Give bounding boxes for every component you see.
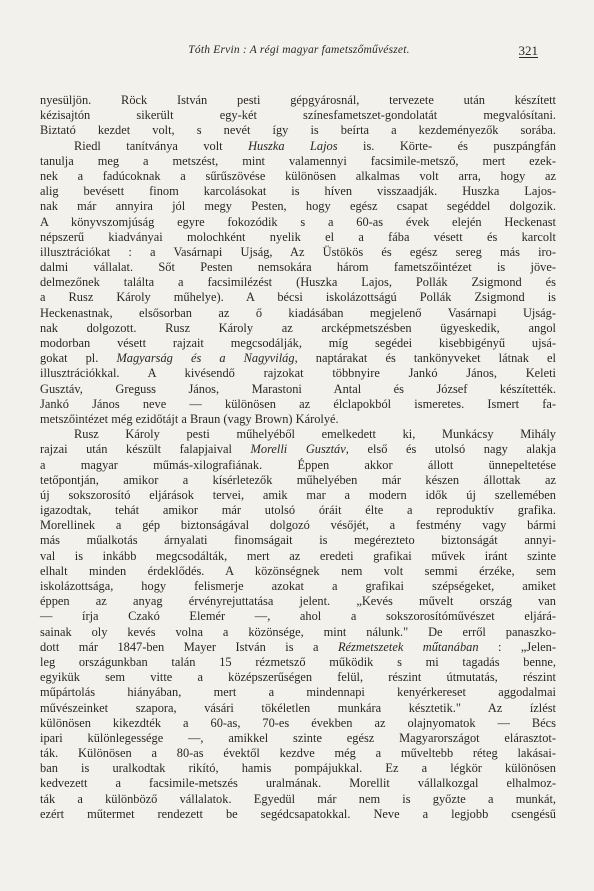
text-line — [40, 701, 556, 716]
text-run: más műalkotás árnyalati finomságait is megérezteto biztonságát annyi- — [40, 533, 556, 548]
text-line — [40, 716, 556, 731]
text-line — [40, 731, 556, 746]
text-run: modorban vésett rajzait megcsodálják, míg segédei kisebbigényű ujsá- — [40, 336, 556, 350]
text-line — [40, 670, 556, 685]
text-run: kedvezett a facsimile-metszés uralmának. Morellit vállalkozgal elhalmoz- — [40, 776, 556, 791]
text-line — [40, 351, 556, 366]
text-run: Riedl tanítványa volt — [74, 138, 249, 153]
text-line — [40, 655, 556, 670]
body-text — [40, 93, 556, 822]
text-run: népszerű kiadványai molochként nyelik el a fába vésett és karcolt — [40, 229, 556, 244]
text-run: tetőpontján, amikor a kísérletezők műhelyében már készen állottak az — [40, 472, 556, 487]
text-line — [40, 366, 556, 381]
text-line — [40, 458, 556, 473]
text-run: Morellinek a gép biztonságával dolgozó vésőjét, a festmény vagy bármi — [40, 518, 556, 533]
italic-title: Magyarság és a Nagyvilág — [116, 351, 295, 366]
text-line — [40, 427, 556, 442]
text-line — [40, 321, 556, 336]
text-line — [40, 625, 556, 640]
text-run: új sokszorosító eljárások tervei, amik mar a modern idők új szellemében — [40, 487, 556, 502]
text-run: A könyvszomjúság egyre fokozódik s a 60-as évek elején Heckenast — [40, 214, 556, 229]
text-line — [40, 275, 556, 290]
text-line — [40, 685, 556, 700]
text-line — [40, 549, 556, 564]
text-line — [40, 199, 556, 214]
text-line — [40, 640, 556, 655]
text-run: delmezőnek találta a facsimilézést (Huszka Lajos, Pollák Zsigmond és — [40, 275, 556, 290]
text-line — [40, 518, 556, 533]
text-line — [40, 412, 556, 427]
text-run: dott már 1847-ben Mayer István is a — [40, 639, 338, 654]
text-run: metszőintézet még ezidőtájt a Braun (vagy Brown) Károlyé. — [40, 411, 339, 426]
text-line — [40, 807, 556, 822]
text-line — [40, 533, 556, 548]
text-run: rajzai után készült falapjaival — [40, 442, 251, 457]
text-line — [40, 230, 556, 245]
text-run: — írja Czakó Elemér —, ahol a sokszorosítóművészet eljárá- — [40, 609, 556, 624]
text-run: Gusztáv, Greguss János, Marastoni Antal és József készítették. — [40, 381, 556, 396]
text-run: műpártolás hiányában, mert a mindennapi kenyérkereset aggodalmai — [40, 685, 556, 700]
text-run: egyikük sem vitte a középszerűségen felül, részint útmutatás, részint — [40, 670, 556, 685]
text-line — [40, 169, 556, 184]
text-run: igazodtak, tehát amikor már utolsó óráit élte a reproduktív grafika. — [40, 503, 556, 518]
text-line — [40, 245, 556, 260]
text-run: nek a fadúcoknak a sűrűszövése különösen alkalmas volt arra, hogy az — [40, 168, 556, 183]
text-line — [40, 108, 556, 123]
text-line — [40, 473, 556, 488]
text-line — [40, 792, 556, 807]
page-number: 321 — [518, 43, 538, 58]
text-run: illusztrációkat : a Vasárnapi Ujság, Az Üstökös és egész sereg más iro- — [40, 244, 556, 259]
text-line — [40, 382, 556, 397]
text-line — [40, 397, 556, 412]
text-line — [40, 776, 556, 791]
text-line — [40, 154, 556, 169]
text-run: különösen kikezdték a 60-as, 70-es években az olajnyomatok — Bécs — [40, 715, 556, 730]
text-line — [40, 579, 556, 594]
text-line — [40, 761, 556, 776]
running-header — [60, 44, 538, 64]
text-run: nyesüljön. Röck István pesti gépgyárosnál, tervezete után készített — [40, 93, 556, 107]
text-run: ipari különlegessége —, amikkel szinte egész Magyarországot elárasztot- — [40, 730, 556, 745]
text-run: Jankó János neve — különösen az élclapokból ismeretes. Ismert fa- — [40, 396, 556, 411]
italic-title: Morelli Gusztáv — [250, 442, 346, 457]
text-run: Heckenastnak, elsősorban az ő kiadásában megjelenő Vasárnapi Ujság- — [40, 305, 556, 320]
text-run: : „Jelen- — [478, 639, 556, 654]
text-line — [40, 488, 556, 503]
text-run: elhalt minden érdeklődés. A közönségnek nem volt semmi érzéke, sem — [40, 563, 556, 578]
text-line — [40, 594, 556, 609]
text-run: leg országunkban talán 15 rézmetsző működik s mi tagadás benne, — [40, 654, 556, 669]
text-line — [40, 93, 556, 108]
text-run: ták a különböző vállalatok. Egyedül már nem is győzte a munkát, — [40, 791, 556, 806]
text-run: gokat pl. — [40, 351, 117, 366]
text-run: ták. Különösen a 80-as évektől kezdve még a műveltebb réteg lakásai- — [40, 746, 556, 761]
text-run: iskolázottsága, hogy felismerje azokat a grafikai szépségeket, amiket — [40, 579, 556, 593]
text-run: ban is uralkodtak rikító, hamis pompájukkal. Ez a légkör különösen — [40, 761, 556, 776]
text-run: , első és utolsó nagy alakja — [345, 442, 556, 457]
text-run: ezért műtermet rendezett be segédcsapatokkal. Neve a legjobb csengésű — [40, 806, 556, 821]
text-run: illusztrációkkal. A kivésendő rajzokat többnyire Jankó János, Keleti — [40, 366, 556, 381]
text-run: éppen az anyag érvényrejuttatása jelent. „Kevés művelt ország van — [40, 594, 556, 609]
text-line — [40, 139, 556, 154]
text-line — [40, 746, 556, 761]
text-run: a magyar műmás-xilografiának. Éppen akkor állott ünnepeltetése — [40, 457, 556, 472]
text-line — [40, 184, 556, 199]
text-line — [40, 442, 556, 457]
text-run: , naptárakat és tankönyveket látnak el — [294, 351, 556, 366]
text-run: nak dolgozott. Rusz Károly az arcképmetszésben ügyeskedik, angol — [40, 320, 556, 335]
text-run: Biztató kezdet volt, s nevét így is beírta a kezdeményezők sorába. — [40, 123, 556, 138]
text-run: val is inkább megcsodálták, mert az eredeti grafikai művek iránt szinte — [40, 548, 556, 563]
text-line — [40, 336, 556, 351]
text-run: a Rusz Károly műhelye). A bécsi iskolázottságú Pollák Zsigmond is — [40, 290, 556, 305]
italic-title: Rézmetszetek műtanában — [337, 639, 479, 654]
running-title: Tóth Ervin : A régi magyar fametszőművészet. — [188, 44, 410, 56]
text-line — [40, 503, 556, 518]
text-run: kézisajtón sikerült egy-két színesfametszet-gondolatát megvalósítani. — [40, 108, 556, 123]
text-run: tanulja meg a metszést, mint valamennyi facsimile-metsző, mert ezek- — [40, 153, 556, 168]
text-line — [40, 260, 556, 275]
text-run: alig bevésett finom karcolásokat is híven visszaadják. Huszka Lajos- — [40, 184, 556, 199]
text-line — [40, 564, 556, 579]
text-run: sainak oly kevés volna a közönsége, mint nálunk." De erről panaszko- — [40, 624, 556, 639]
text-line — [40, 123, 556, 138]
italic-title: Huszka Lajos — [248, 138, 338, 153]
text-run: is. Körte- és puszpángfán — [337, 138, 556, 153]
text-run: művészeinket szapora, vásári tökéletlen munkára késztetik." Az ízlést — [40, 700, 556, 715]
text-run: nak már annyira jól megy Pesten, hogy egész csapat segéddel dolgozik. — [40, 199, 556, 214]
text-line — [40, 306, 556, 321]
text-line — [40, 609, 556, 624]
text-run: dalmi vállalat. Sőt Pesten nemsokára három fametszőintézet is jöve- — [40, 260, 556, 275]
text-line — [40, 290, 556, 305]
text-line — [40, 215, 556, 230]
text-run: Rusz Károly pesti műhelyéből emelkedett ki, Munkácsy Mihály — [74, 427, 556, 442]
